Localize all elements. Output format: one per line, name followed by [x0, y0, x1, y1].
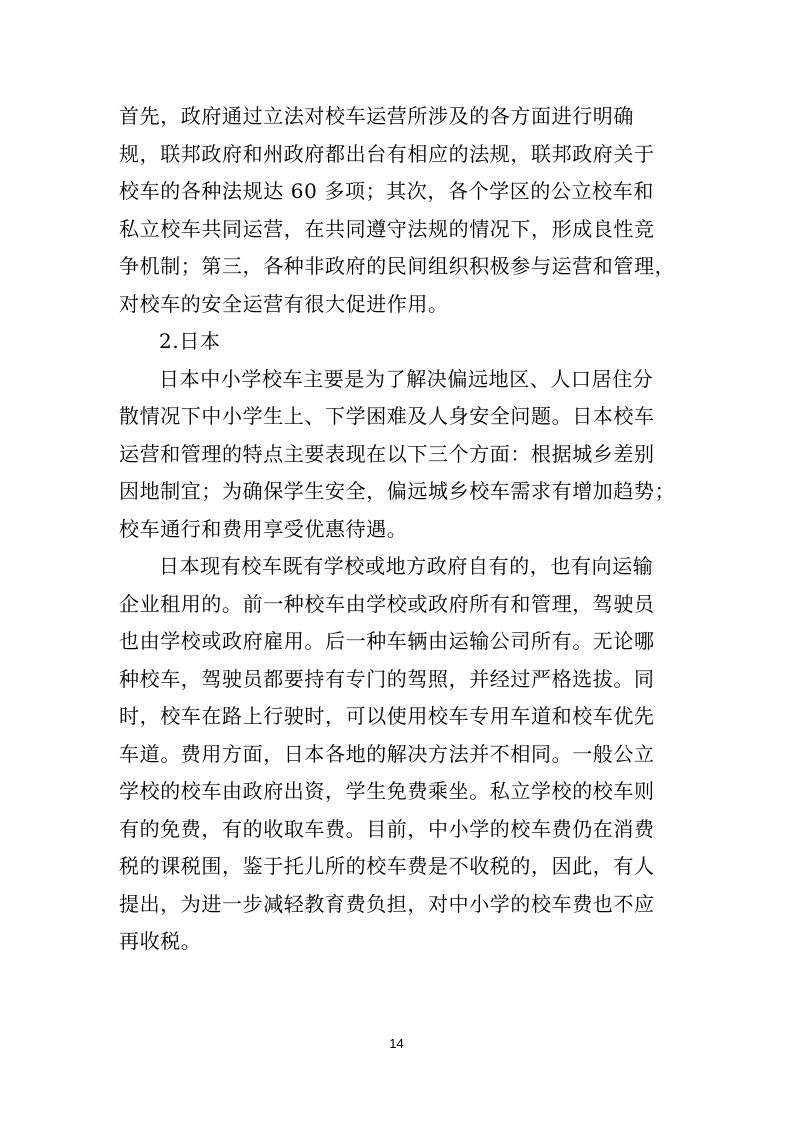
text-line: 企业租用的。前一种校车由学校或政府所有和管理，驾驶员	[119, 591, 655, 616]
text-line: 也由学校或政府雇用。后一种车辆由运输公司所有。无论哪	[119, 629, 655, 653]
text-line: 时，校车在路上行驶时，可以使用校车专用车道和校车优先	[119, 704, 655, 728]
text-line: 争机制；第三，各种非政府的民间组织积极参与运营和管理，	[119, 254, 676, 278]
text-line: 因地制宜；为确保学生安全，偏远城乡校车需求有增加趋势；	[119, 479, 676, 503]
text-line: 散情况下中小学生上、下学困难及人身安全问题。日本校车	[119, 404, 655, 428]
text-line: 再收税。	[119, 929, 202, 953]
text-line: 有的免费，有的收取车费。目前，中小学的校车费仍在消费	[119, 816, 655, 841]
text-line: 日本现有校车既有学校或地方政府自有的，也有向运输	[159, 554, 654, 578]
paragraph-japan-details	[119, 548, 679, 961]
document-body	[119, 98, 679, 961]
text-line: 首先，政府通过立法对校车运营所涉及的各方面进行明确	[119, 104, 634, 128]
text-line: 学校的校车由政府出资，学生免费乘坐。私立学校的校车则	[119, 779, 655, 803]
paragraph-japan-overview	[119, 361, 679, 549]
text-line: 运营和管理的特点主要表现在以下三个方面：根据城乡差别	[119, 441, 655, 466]
paragraph-us-regulation	[119, 98, 679, 323]
text-line: 种校车，驾驶员都要持有专门的驾照，并经过严格选拔。同	[119, 666, 655, 691]
text-line: 日本中小学校车主要是为了解决偏远地区、人口居住分	[159, 366, 654, 391]
page-number: 14	[389, 1036, 404, 1051]
text-line: 私立校车共同运营，在共同遵守法规的情况下，形成良性竞	[119, 216, 655, 241]
text-line: 车道。费用方面，日本各地的解决方法并不相同。一般公立	[119, 741, 655, 766]
text-line: 校车的各种法规达 60 多项；其次，各个学区的公立校车和	[119, 179, 654, 203]
text-line: 规，联邦政府和州政府都出台有相应的法规，联邦政府关于	[119, 141, 655, 166]
text-line: 校车通行和费用享受优惠待遇。	[119, 516, 408, 541]
section-heading-japan: 2.日本	[159, 329, 221, 353]
text-line: 税的课税围，鉴于托儿所的校车费是不收税的，因此，有人	[119, 854, 655, 878]
text-line: 提出，为进一步减轻教育费负担，对中小学的校车费也不应	[119, 891, 655, 916]
text-line: 对校车的安全运营有很大促进作用。	[119, 291, 449, 316]
